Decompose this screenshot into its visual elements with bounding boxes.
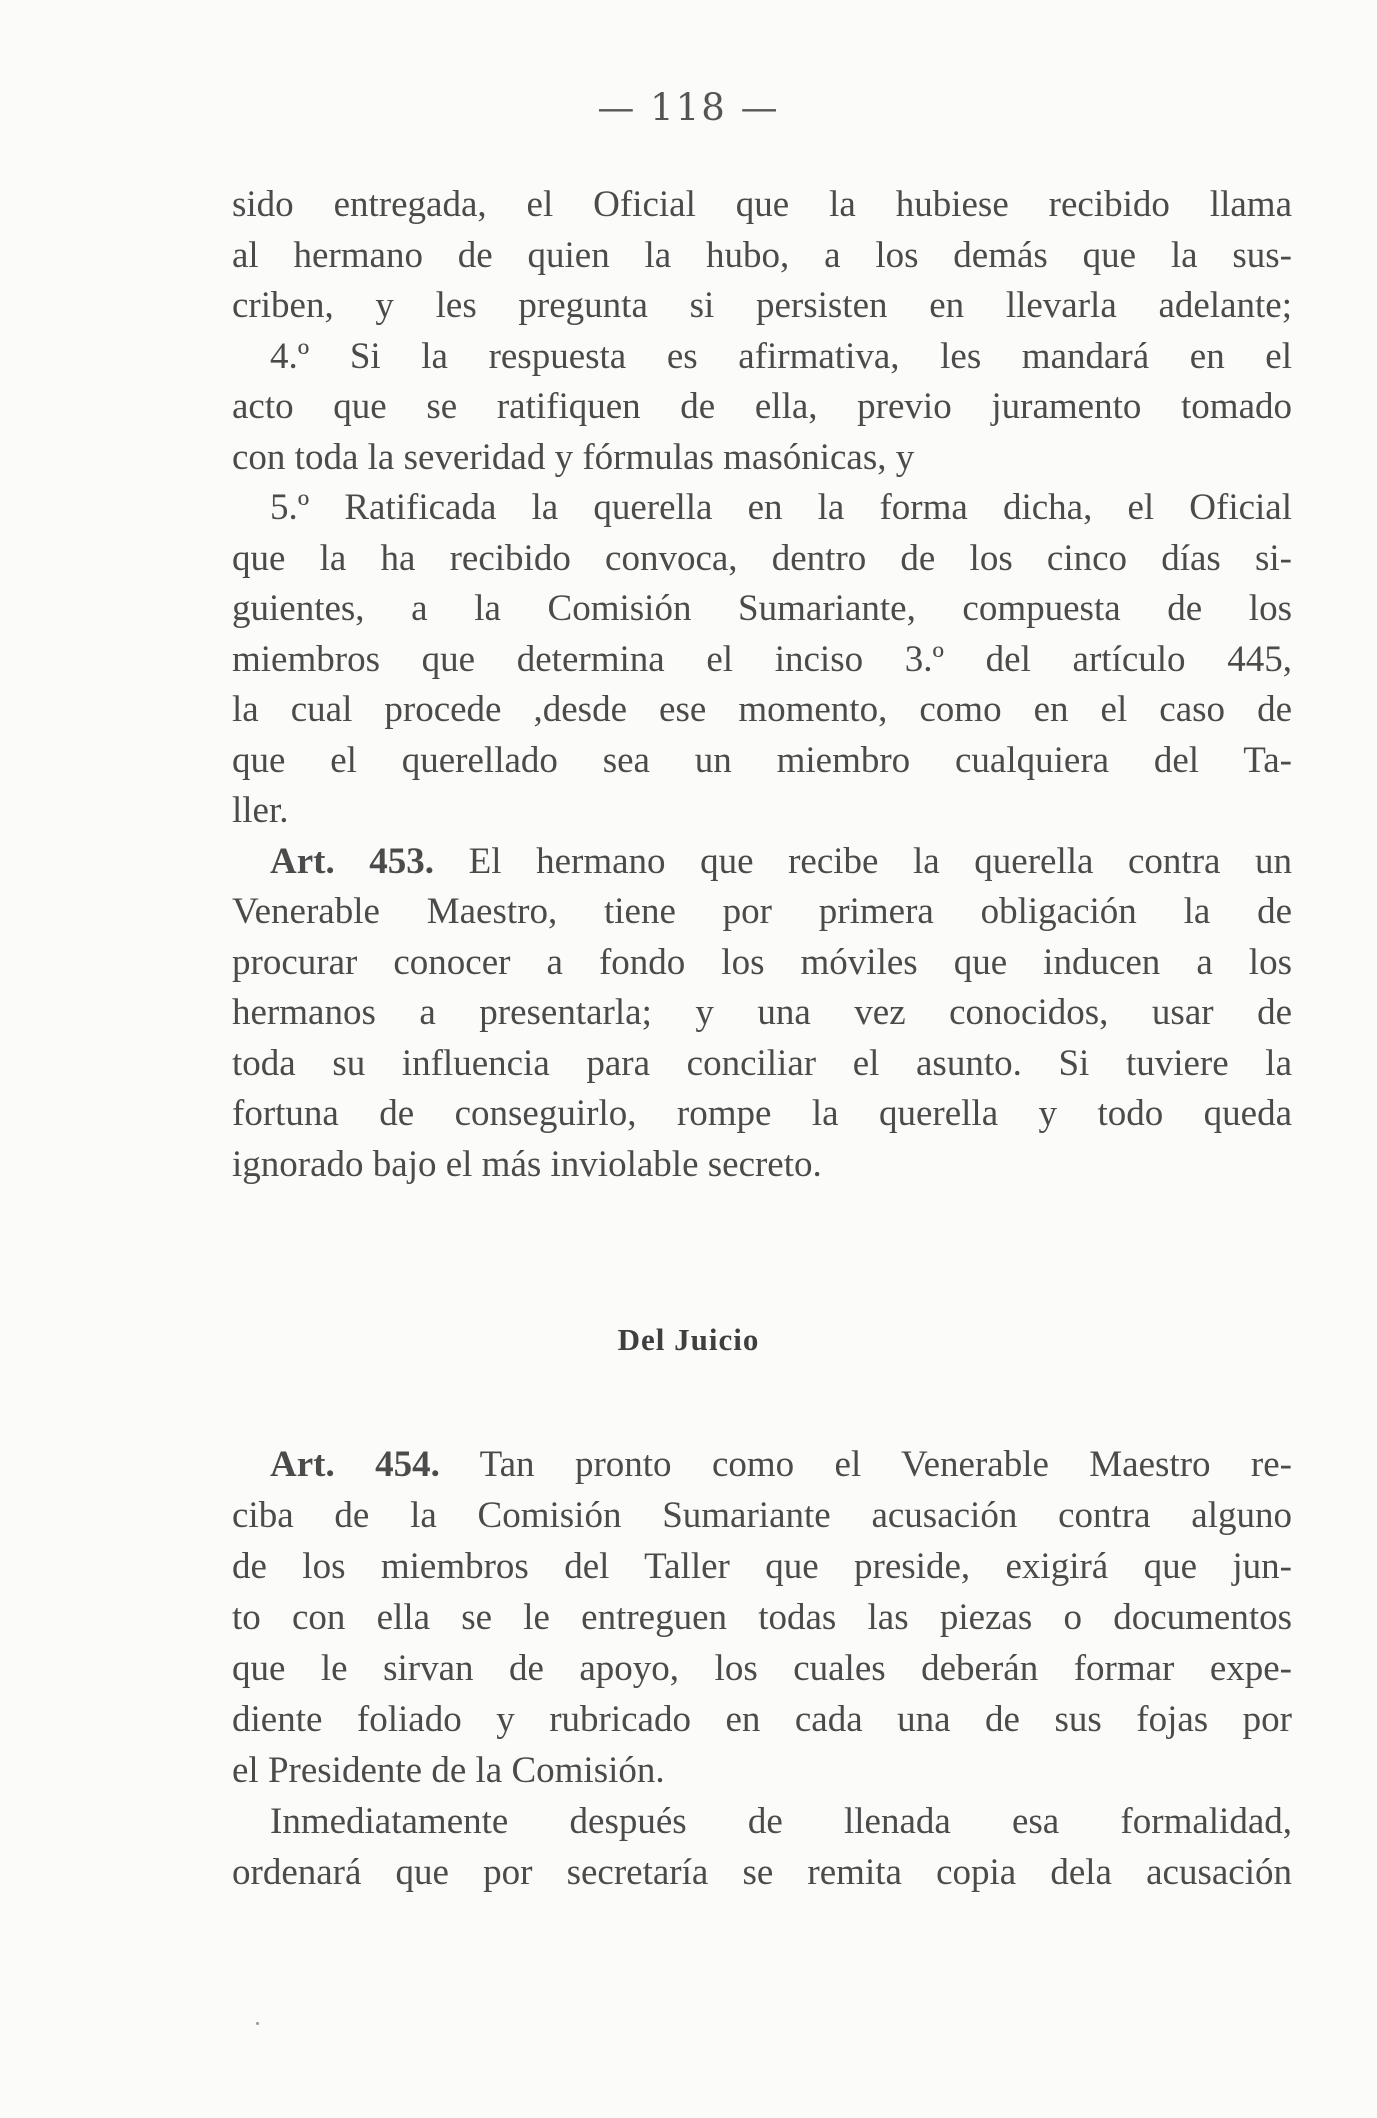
text-line: acto que se ratifiquen de ella, previo juramento tomado	[232, 386, 1292, 427]
article-454-first-line-text: Tan pronto como el Venerable Maestro re-	[479, 1444, 1292, 1485]
text-line: to con ella se le entreguen todas las piezas o documentos	[232, 1597, 1292, 1638]
text-line: ller.	[232, 790, 289, 831]
text-line: ignorado bajo el más inviolable secreto.	[232, 1143, 822, 1185]
text-line: fortuna de conseguirlo, rompe la querella y todo queda	[232, 1093, 1292, 1134]
text-line: toda su influencia para conciliar el asunto. Si tuviere la	[232, 1042, 1292, 1084]
text-line: Inmediatamente después de llenada esa formalidad,	[270, 1801, 1292, 1842]
text-line: el Presidente de la Comisión.	[232, 1750, 665, 1791]
text-line: procurar conocer a fondo los móviles que inducen a los	[232, 941, 1292, 983]
text-line: que la ha recibido convoca, dentro de los cinco días si-	[232, 537, 1292, 579]
text-line: de los miembros del Taller que preside, exigirá que jun-	[232, 1546, 1292, 1587]
section-heading: Del Juicio	[617, 1322, 760, 1357]
article-453-label: Art. 453.	[270, 840, 435, 882]
text-line: sido entregada, el Oficial que la hubiese recibido llama	[232, 184, 1292, 225]
body-text-block-2	[232, 1439, 1292, 1898]
text-line: ciba de la Comisión Sumariante acusación contra alguno	[232, 1495, 1292, 1536]
text-line: 4.º Si la respuesta es afirmativa, les mandará en el	[270, 335, 1292, 377]
text-line: diente foliado y rubricado en cada una de sus fojas por	[232, 1699, 1292, 1740]
text-line: al hermano de quien la hubo, a los demás que la sus-	[232, 234, 1292, 276]
text-line: criben, y les pregunta si persisten en llevarla adelante;	[232, 285, 1292, 326]
text-line: 5.º Ratificada la querella en la forma dicha, el Oficial	[270, 487, 1292, 528]
text-line: con toda la severidad y fórmulas masónicas, y	[232, 436, 915, 478]
body-text-block-1	[232, 180, 1292, 1190]
text-line: ordenará que por secretaría se remita copia dela acusación	[232, 1852, 1292, 1893]
text-line: guientes, a la Comisión Sumariante, compuesta de los	[232, 588, 1292, 629]
text-line: miembros que determina el inciso 3.º del artículo 445,	[232, 638, 1292, 680]
text-line: que le sirvan de apoyo, los cuales deberán formar expe-	[232, 1648, 1292, 1689]
text-line: la cual procede ,desde ese momento, como en el caso de	[232, 689, 1292, 730]
text-line: Venerable Maestro, tiene por primera obligación la de	[232, 891, 1292, 932]
article-454-label: Art. 454.	[270, 1444, 440, 1485]
article-453-first-line	[232, 837, 1292, 888]
ink-speck	[256, 2022, 259, 2025]
article-453-first-line-text: El hermano que recibe la querella contra un	[468, 840, 1293, 882]
page-number: — 118 —	[597, 86, 780, 129]
text-line: hermanos a presentarla; y una vez conocidos, usar de	[232, 992, 1292, 1033]
text-line: que el querellado sea un miembro cualquiera del Ta-	[232, 739, 1292, 781]
article-454-first-line	[232, 1439, 1292, 1490]
